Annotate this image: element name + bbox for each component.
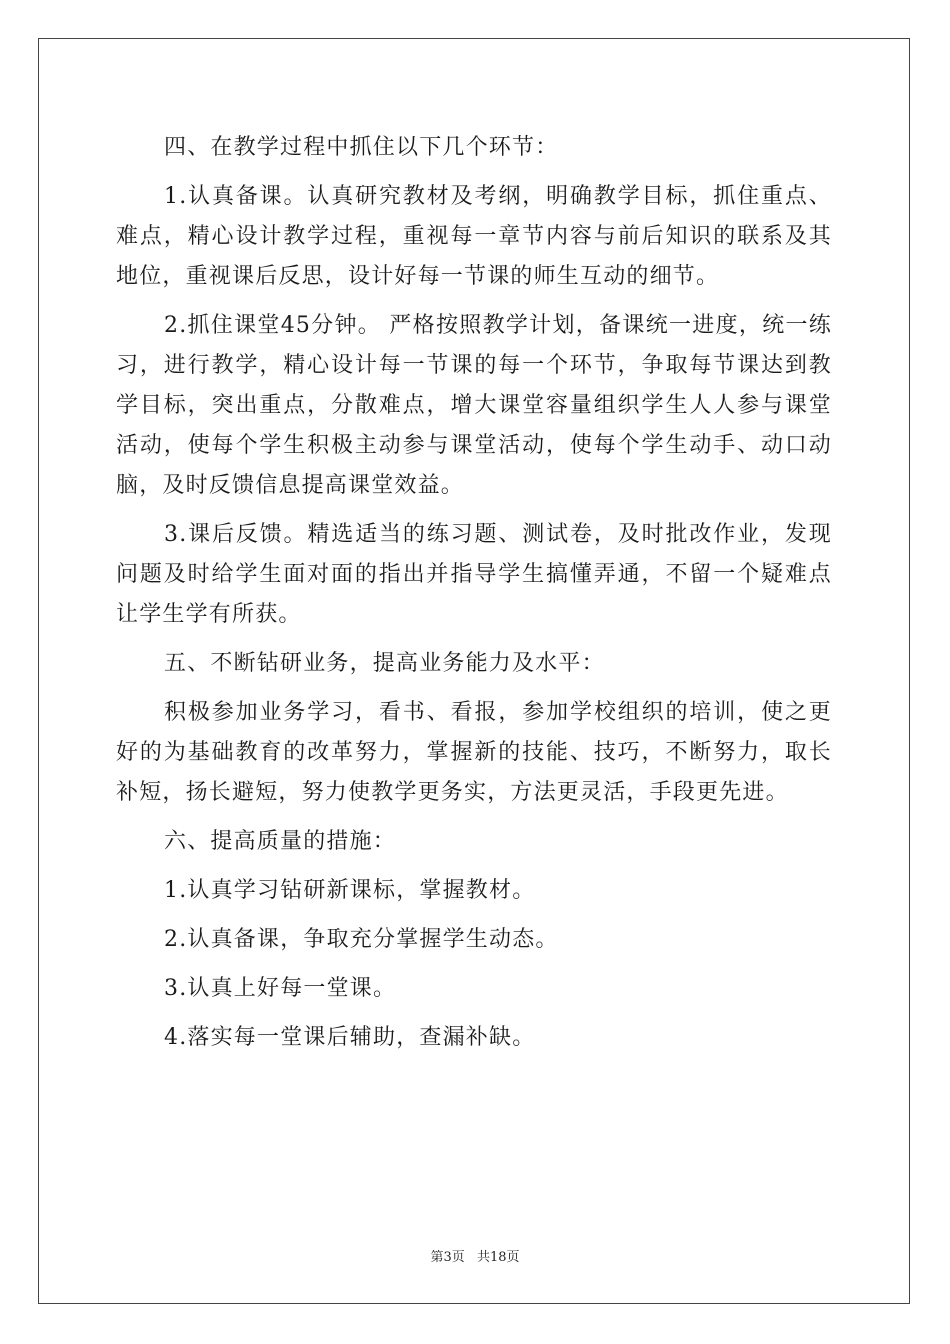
- paragraph-classroom-45-minutes: 2.抓住课堂45分钟。 严格按照教学计划，备课统一进度，统一练习，进行教学，精心设计每一节课的每一个环节，争取每节课达到教学目标，突出重点，分散难点，增大课堂容量组织学生人人参与课堂活动，使每个学生积极主动参与课堂活动，使每个学生动手、动口动脑，及时反馈信息提高课堂效益。: [116, 313, 832, 498]
- total-page-count: 共18页: [476, 1250, 520, 1265]
- paragraph-after-class-feedback: 3.课后反馈。精选适当的练习题、测试卷，及时批改作业，发现问题及时给学生面对面的指出并指导学生搞懂弄通，不留一个疑难点让学生学有所获。: [116, 522, 832, 627]
- paragraph-professional-study: 积极参加业务学习，看书、看报，参加学校组织的培训，使之更好的为基础教育的改革努力，掌握新的技能、技巧，不断努力，取长补短，扬长避短，努力使教学更务实，方法更灵活，手段更先进。: [116, 700, 832, 805]
- section-heading-five: 五、不断钻研业务，提高业务能力及水平：: [164, 651, 605, 676]
- section-heading-six: 六、提高质量的措施：: [164, 829, 397, 854]
- current-page-number: 第3页: [430, 1250, 465, 1265]
- section-heading-four: 四、在教学过程中抓住以下几个环节：: [164, 135, 559, 160]
- paragraph-prepare-lessons: 1.认真备课。认真研究教材及考纲，明确教学目标，抓住重点、难点，精心设计教学过程，重视每一章节内容与前后知识的联系及其地位，重视课后反思，设计好每一节课的师生互动的细节。: [116, 184, 832, 289]
- measure-item-3: 3.认真上好每一堂课。: [164, 976, 397, 1001]
- document-body: [116, 128, 832, 1067]
- measure-item-1: 1.认真学习钻研新课标，掌握教材。: [164, 878, 536, 903]
- measure-item-2: 2.认真备课，争取充分掌握学生动态。: [164, 927, 559, 952]
- page-footer: [0, 1246, 950, 1265]
- measure-item-4: 4.落实每一堂课后辅助，查漏补缺。: [164, 1025, 536, 1050]
